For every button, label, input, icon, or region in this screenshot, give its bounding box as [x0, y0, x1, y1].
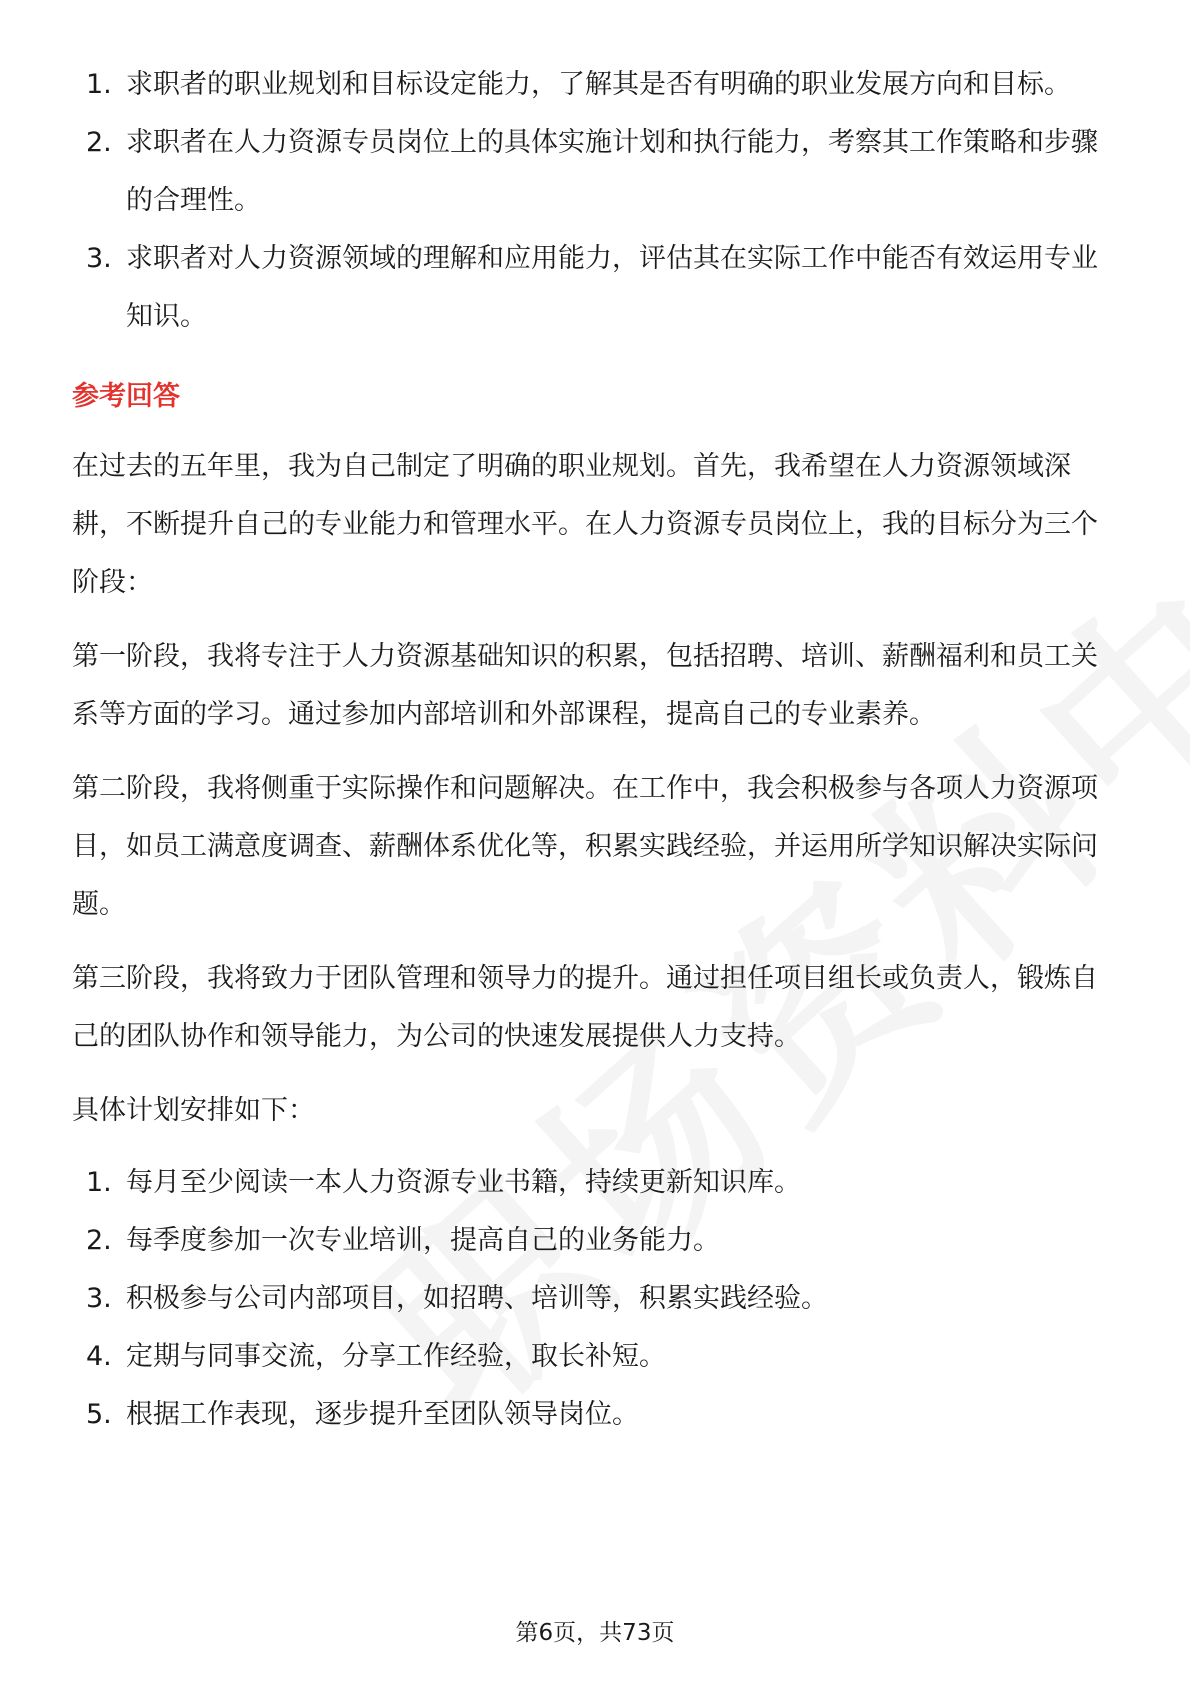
list-text: 求职者的职业规划和目标设定能力，了解其是否有明确的职业发展方向和目标。 [126, 69, 1071, 100]
list-number: 5. [86, 1399, 112, 1430]
list-text: 求职者在人力资源专员岗位上的具体实施计划和执行能力，考察其工作策略和步骤的合理性。 [126, 127, 1098, 216]
list-item [72, 230, 1118, 346]
page-footer: 第6页，共73页 [515, 1620, 675, 1646]
list-item [72, 114, 1118, 230]
list-item [72, 1328, 1118, 1386]
plan-title: 具体计划安排如下： [72, 1095, 315, 1126]
list-number: 1. [86, 1167, 112, 1198]
paragraph: 第三阶段，我将致力于团队管理和领导力的提升。通过担任项目组长或负责人，锻炼自己的团队协作和领导能力，为公司的快速发展提供人力支持。 [72, 963, 1098, 1052]
answer-heading: 参考回答 [72, 381, 180, 412]
list-item [72, 1212, 1118, 1270]
list-text: 根据工作表现，逐步提升至团队领导岗位。 [126, 1399, 639, 1430]
list-item [72, 56, 1118, 114]
list-text: 积极参与公司内部项目，如招聘、培训等，积累实践经验。 [126, 1283, 828, 1314]
list-item [72, 1386, 1118, 1444]
list-text: 每季度参加一次专业培训，提高自己的业务能力。 [126, 1225, 720, 1256]
paragraph: 在过去的五年里，我为自己制定了明确的职业规划。首先，我希望在人力资源领域深耕，不断提升自己的专业能力和管理水平。在人力资源专员岗位上，我的目标分为三个阶段： [72, 451, 1098, 598]
list-number: 3. [86, 1283, 112, 1314]
paragraph: 第二阶段，我将侧重于实际操作和问题解决。在工作中，我会积极参与各项人力资源项目，如员工满意度调查、薪酬体系优化等，积累实践经验，并运用所学知识解决实际问题。 [72, 773, 1098, 920]
list-number: 2. [86, 127, 112, 158]
plan-list [72, 1154, 1118, 1444]
list-number: 4. [86, 1341, 112, 1372]
list-text: 求职者对人力资源领域的理解和应用能力，评估其在实际工作中能否有效运用专业知识。 [126, 243, 1098, 332]
criteria-list [72, 56, 1118, 346]
page-content [72, 56, 1118, 1444]
list-number: 2. [86, 1225, 112, 1256]
list-item [72, 1154, 1118, 1212]
paragraph: 第一阶段，我将专注于人力资源基础知识的积累，包括招聘、培训、薪酬福利和员工关系等方面的学习。通过参加内部培训和外部课程，提高自己的专业素养。 [72, 641, 1098, 730]
list-number: 1. [86, 69, 112, 100]
list-text: 每月至少阅读一本人力资源专业书籍，持续更新知识库。 [126, 1167, 801, 1198]
list-number: 3. [86, 243, 112, 274]
list-text: 定期与同事交流，分享工作经验，取长补短。 [126, 1341, 666, 1372]
list-item [72, 1270, 1118, 1328]
